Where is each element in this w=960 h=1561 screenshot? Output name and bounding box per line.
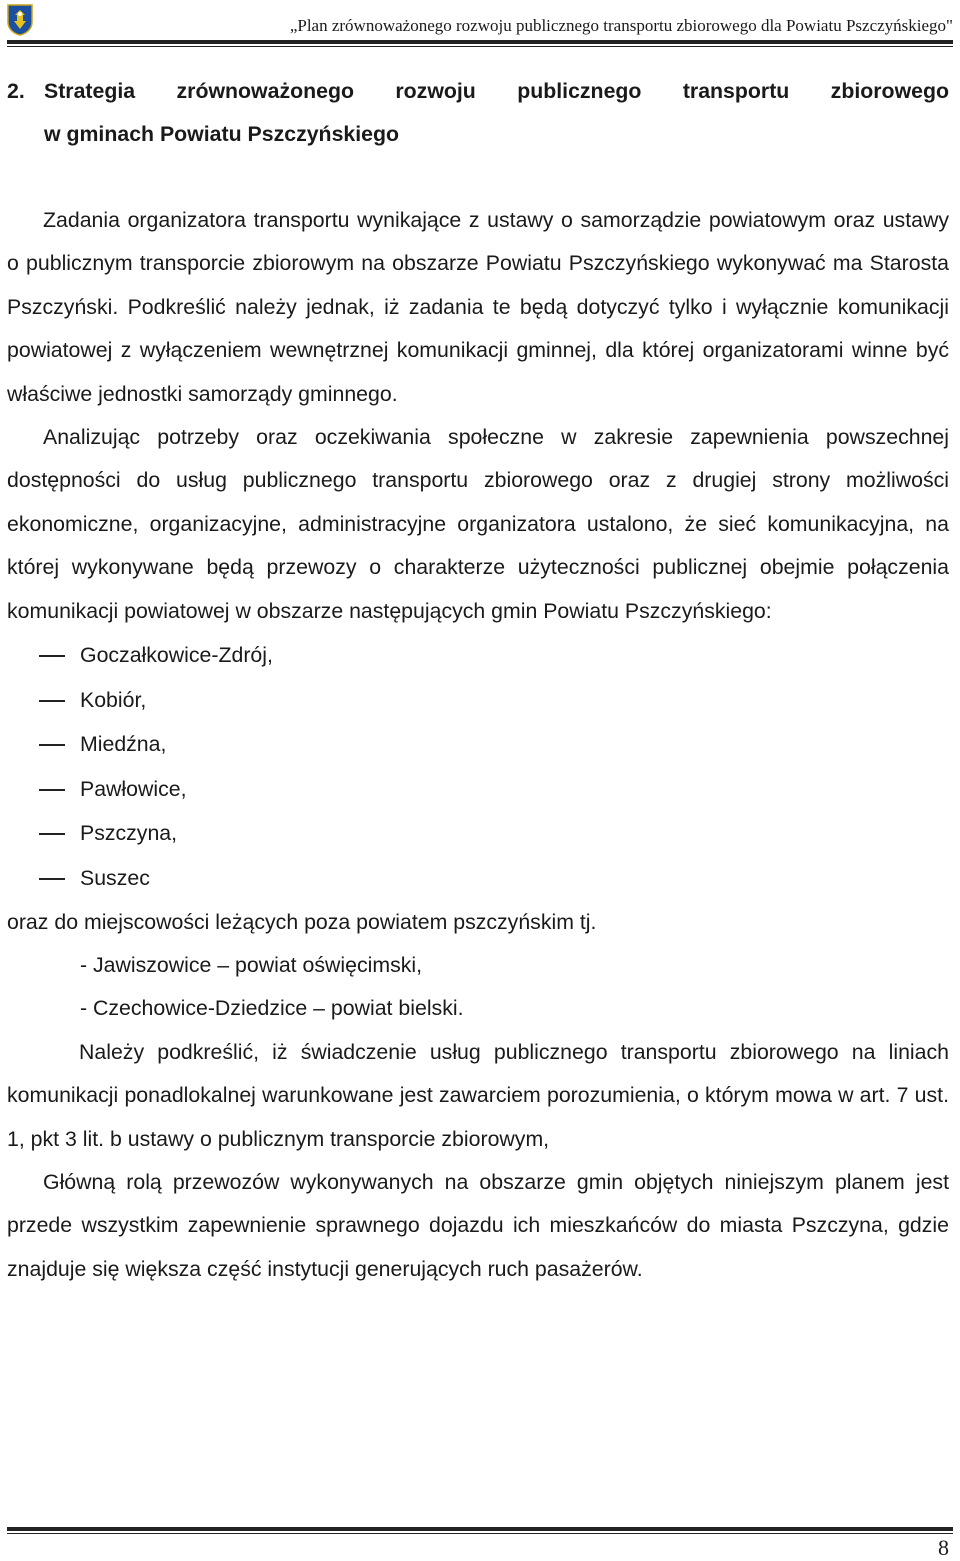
- header-title: „Plan zrównoważonego rozwoju publicznego transportu zbiorowego dla Powiatu Pszczyńskiego": [289, 16, 953, 35]
- header-rule-thin: [7, 46, 953, 47]
- section-title-line2: w gminach Powiatu Pszczyńskiego: [44, 122, 400, 146]
- outside-item-czechowice: - Czechowice-Dziedzice – powiat bielski.: [80, 996, 464, 1021]
- paragraph-organizer-tasks: Zadania organizatora transportu wynikające z ustawy o samorządzie powiatowym oraz ustawy o publicznym transporcie zbiorowym na obszarze Powiatu Pszczyńskiego wykonywać ma Starosta Pszczyński. Podkreślić należy jednak, iż zadania te będą dotyczyć tylko i wyłącznie komunikacji powiatowej z wyłączeniem wewnętrznej komunikacji gminnej, dla której organizatorami winne być właściwe jednostki samorządy gminnego.: [7, 208, 949, 406]
- coat-of-arms-icon: [7, 4, 33, 36]
- gminy-list: [7, 633, 949, 901]
- footer-rule-thin: [7, 1533, 953, 1534]
- list-item: Suszec: [7, 856, 949, 901]
- document-body: [7, 70, 949, 1291]
- page-number: 8: [938, 1535, 949, 1560]
- list-item: Pawłowice,: [7, 767, 949, 812]
- footer-rule-thick: [7, 1527, 953, 1531]
- section-title-line1: Strategia zrównoważonego rozwoju publicznego transportu zbiorowego: [44, 79, 949, 103]
- paragraph-agreement: Należy podkreślić, iż świadczenie usług publicznego transportu zbiorowego na liniach komunikacji ponadlokalnej warunkowane jest zawarciem porozumienia, o którym mowa w art. 7 ust. 1, pkt 3 lit. b ustawy o publicznym transporcie zbiorowym,: [7, 1039, 949, 1151]
- paragraph-outside-localities: oraz do miejscowości leżących poza powiatem pszczyńskim tj.: [7, 909, 597, 934]
- list-item: Goczałkowice-Zdrój,: [7, 633, 949, 678]
- list-item: Kobiór,: [7, 678, 949, 723]
- spacer: [7, 156, 949, 199]
- list-item: Pszczyna,: [7, 811, 949, 856]
- header-rule-thick: [7, 40, 953, 44]
- paragraph-network-analysis: Analizując potrzeby oraz oczekiwania społeczne w zakresie zapewnienia powszechnej dostępności do usług publicznego transportu zbiorowego oraz z drugiej strony możliwości ekonomiczne, organizacyjne, administracyjne organizatora ustalono, że sieć komunikacyjna, na której wykonywane będą przewozy o charakterze użyteczności publicznej obejmie połączenia komunikacji powiatowej w obszarze następujących gmin Powiatu Pszczyńskiego:: [7, 425, 949, 623]
- section-heading: [7, 70, 949, 156]
- paragraph-main-role: Główną rolą przewozów wykonywanych na obszarze gmin objętych niniejszym planem jest przede wszystkim zapewnienie sprawnego dojazdu ich mieszkańców do miasta Pszczyna, gdzie znajduje się większa część instytucji generujących ruch pasażerów.: [7, 1170, 949, 1281]
- list-item: Miedźna,: [7, 722, 949, 767]
- section-number: 2.: [7, 79, 25, 103]
- outside-item-jawiszowice: - Jawiszowice – powiat oświęcimski,: [80, 953, 423, 978]
